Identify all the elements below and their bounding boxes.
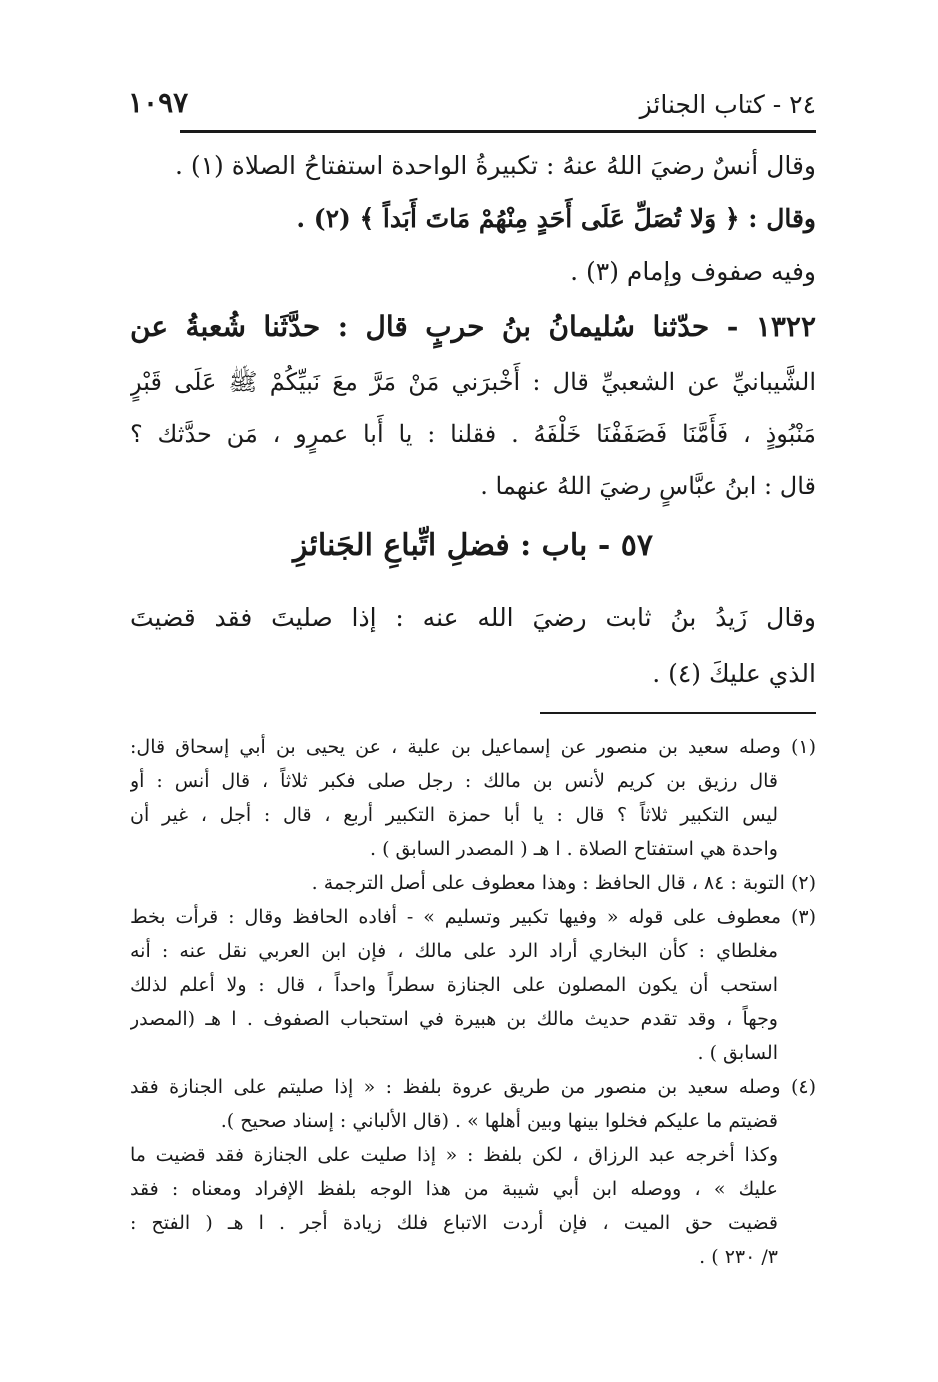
text-line: الذي عليكَ (٤) . xyxy=(652,659,816,688)
footnote-line: وكذا أخرجه عبد الرزاق ، لكن بلفظ : « إذا صليت على الجنازة فقد قضيت ما xyxy=(130,1144,778,1166)
footnote-line: السابق ) . xyxy=(697,1042,778,1064)
hadith-line: ١٣٢٢ - حدّثنا سُليمانُ بنُ حربٍ قال : حدَّثَنا شُعبةُ عن xyxy=(130,310,816,343)
header-divider xyxy=(180,130,816,133)
main-text xyxy=(130,140,816,512)
hadith-line: قال : ابنُ عبَّاسٍ رضيَ اللهُ عنهما . xyxy=(480,472,816,500)
page-number: ١٠٩٧ xyxy=(128,86,189,119)
footnote-line: (٣) معطوف على قوله « وفيها تكبير وتسليم » - أفاده الحافظ وقال : قرأت بخط xyxy=(130,906,816,928)
footnote-line: وجهاً ، وقد تقدم حديث مالك بن هبيرة في استحباب الصفوف . ا هـ (المصدر xyxy=(130,1008,778,1030)
page-header xyxy=(128,84,816,128)
footnote-line: (١) وصله سعيد بن منصور عن إسماعيل بن علية ، عن يحيى بن أبي إسحاق قال: xyxy=(130,736,816,758)
text-line: وقال زَيدُ بنُ ثابت رضيَ الله عنه : إذا صليتَ فقد قضيتَ xyxy=(130,603,816,632)
footnote-line: (٤) وصله سعيد بن منصور من طريق عروة بلفظ : « إذا صليتم على الجنازة فقد xyxy=(130,1076,816,1098)
footnote-line: قال رزيق بن كريم لأنس بن مالك : رجل صلى فكبر ثلاثاً ، قال أنس : أو xyxy=(130,770,778,792)
footnote-line: قضيت حق الميت ، فإن أردت الاتباع فلك زيادة أجر . ا هـ ( الفتح : xyxy=(130,1212,778,1234)
footnote-line: قضيتم ما عليكم فخلوا بينها وبين أهلها » . (قال الألباني : إسناد صحيح ). xyxy=(220,1110,778,1132)
footnote-divider xyxy=(540,712,816,714)
footnote-line: ليس التكبير ثلاثاً ؟ قال : يا أبا حمزة التكبير أربع ، قال : أجل ، غير أن xyxy=(130,804,778,826)
footnote-line: واحدة هي استفتاح الصلاة . ا هـ ( المصدر السابق ) . xyxy=(370,838,778,860)
text-line: وقال أنسٌ رضيَ اللهُ عنهُ : تكبيرةُ الواحدة استفتاحُ الصلاة (١) . xyxy=(174,151,816,180)
footnote-line: ٣/ ٢٣٠ ) . xyxy=(699,1246,778,1268)
chapter-heading: ٥٧ - باب : فضلِ اتِّباعِ الجَنائزِ xyxy=(293,528,653,563)
footnote-line: (٢) التوبة : ٨٤ ، قال الحافظ : وهذا معطوف على أصل الترجمة . xyxy=(311,872,816,894)
text-line: وفيه صفوف وإمام (٣) . xyxy=(570,257,816,286)
footnotes xyxy=(130,730,816,1274)
hadith-line: مَنْبُوذٍ ، فَأَمَّنَا فَصَفَفْنَا خَلْفَهُ . فقلنا : يا أَبا عمرٍو ، مَن حدَّثك ؟ xyxy=(130,420,816,448)
footnote-line: استحب أن يكون المصلون على الجنازة سطراً واحداً ، قال : ولا أعلم لذلك xyxy=(130,974,778,996)
footnote-line: مغلطاي : كأن البخاري أراد الرد على مالك ، فإن ابن العربي نقل عنه : أنه xyxy=(130,940,778,962)
hadith-line: الشَّيبانيِّ عن الشعبيِّ قال : أَخْبرَني مَنْ مَرَّ معَ نَبيِّكُمْ ﷺ عَلَى قَبْرٍ xyxy=(130,368,816,396)
chapter-text xyxy=(130,590,816,702)
footnote-line: عليك » ، ووصله ابن أبي شيبة من هذا الوجه بلفظ الإفراد ومعناه : فقد xyxy=(130,1178,778,1200)
text-line: وقال : ﴿ وَلا تُصَلِّ عَلَى أَحَدٍ مِنْهُمْ مَاتَ أَبَداً ﴾ (٢) . xyxy=(296,204,816,233)
running-title: ٢٤ - كتاب الجنائز xyxy=(639,90,816,119)
